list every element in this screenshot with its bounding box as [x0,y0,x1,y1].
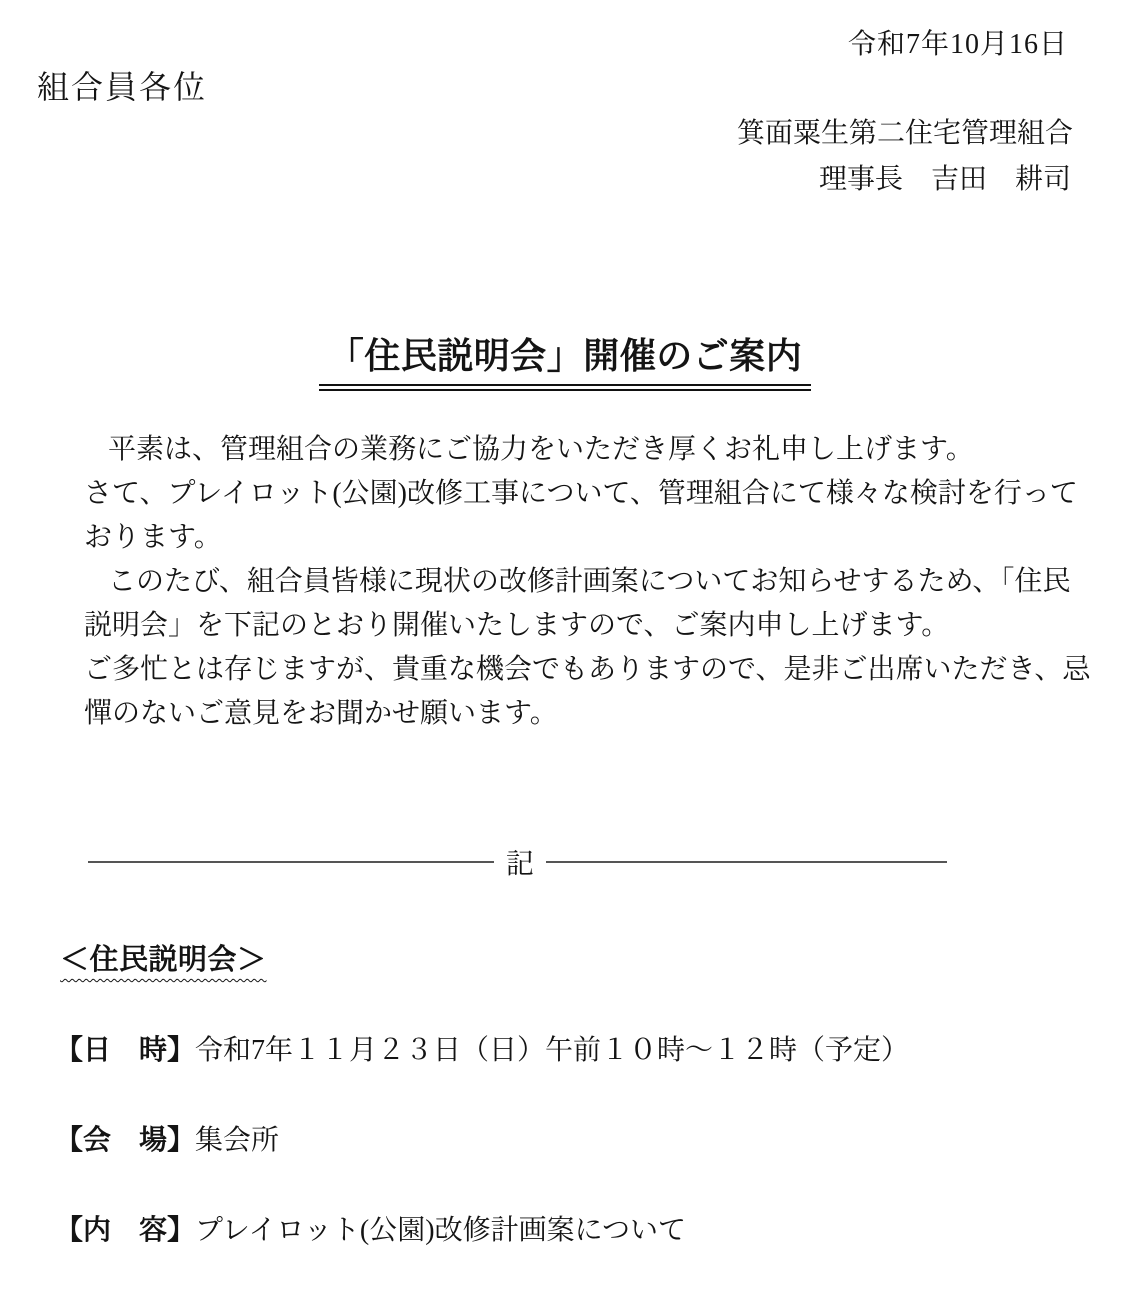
recipient-line: 組合員各位 [37,69,208,105]
body-line: 説明会」を下記のとおり開催いたしますので、ご案内申し上げます。 [84,610,950,641]
body-line: 憚のないご意見をお聞かせ願います。 [84,698,558,729]
issue-date: 令和7年10月16日 [847,29,1068,60]
body-line: ご多忙とは存じますが、貴重な機会でもありますので、是非ご出席いただき、忌 [84,654,1091,685]
detail-value: 令和7年１１月２３日（日）午前１０時～１２時（予定） [195,1035,910,1066]
detail-value: 集会所 [195,1125,280,1156]
record-divider [88,840,948,884]
body-line: このたび、組合員皆様に現状の改修計画案についてお知らせするため、「住民 [108,566,1071,597]
document-title: 「住民説明会」開催のご案内 [319,328,812,391]
divider-line-right [546,861,947,863]
section-heading: ＜住民説明会＞ [60,944,267,976]
body-line: 平素は、管理組合の業務にご協力をいただき厚くお礼申し上げます。 [108,434,974,465]
detail-row [55,1118,1075,1155]
detail-label: 【会 場】 [55,1125,196,1156]
meeting-details [55,1028,1075,1289]
record-marker: 記 [506,849,535,880]
divider-line-left [88,861,494,863]
sender-name: 理事長 吉田 耕司 [818,164,1071,195]
body-line: さて、プレイロット(公園)改修工事について、管理組合にて様々な検討を行って [84,478,1078,509]
detail-label: 【内 容】 [55,1215,196,1246]
title-row [0,328,1130,391]
body-line: おります。 [84,522,222,553]
organization-name: 箕面粟生第二住宅管理組合 [736,118,1073,149]
detail-row [55,1028,1075,1065]
detail-label: 【日 時】 [55,1035,196,1066]
body-text [84,428,1091,736]
detail-row [55,1208,1075,1245]
detail-value: プレイロット(公園)改修計画案について [195,1215,687,1246]
